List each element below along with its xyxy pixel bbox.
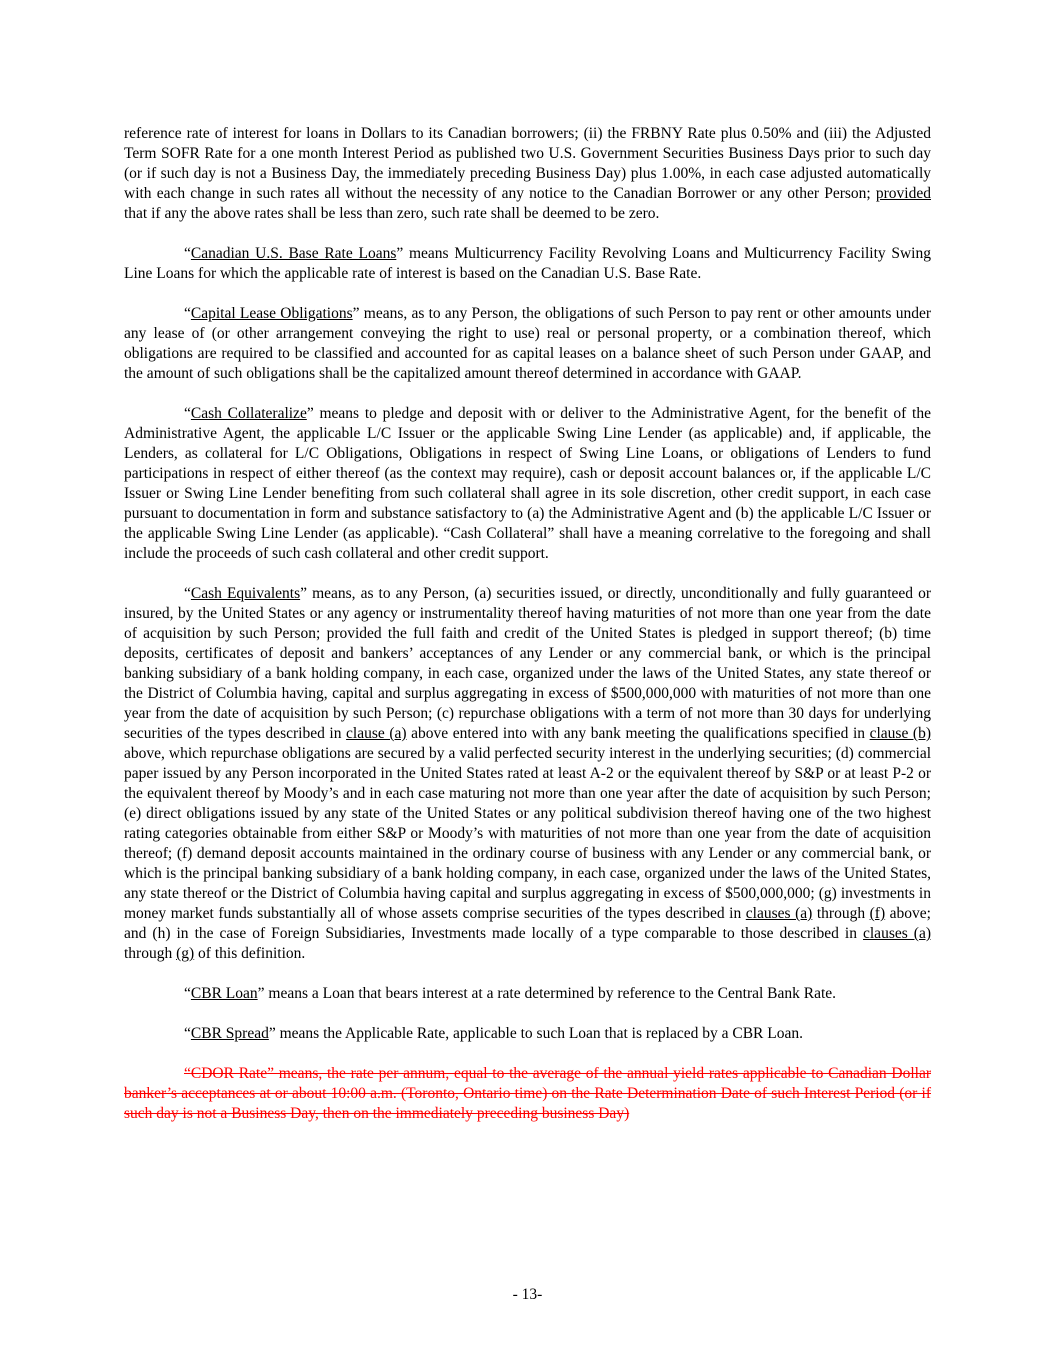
definition-text: means, as to any Person, the obligations of such Person to pay rent or other amounts under any lease of (or other arrangement conveying the right to use) real or personal property, or a combination thereof, which obligations are required to be classified and accounted for as capital leases on a balance sheet of such Person under GAAP, and the amount of such obligations shall be the capitalized amount thereof determined in accordance with GAAP. bbox=[124, 305, 931, 382]
defined-term: Capital Lease Obligations bbox=[190, 305, 353, 322]
definition-text: means, the rate per annum, equal to the average of the annual yield rates applicable to Canadian Dollar banker’s acceptances at or about 10:00 a.m. (Toronto, Ontario time) on the Rate Determination Date of such Interest Period (or if such day is not a Business Day, then on the immediately preceding business Day) bbox=[124, 1065, 931, 1122]
definition-cash-equivalents: “Cash Equivalents” means, as to any Person, (a) securities issued, or directly, unconditionally and fully guaranteed or insured, by the United States or any agency or instrumentality thereof having maturities of not more than one year from the date of acquisition by such Person; provided the full faith and credit of the United States is pledged in support thereof; (b) time deposits, certificates of deposit and bankers’ acceptances of any Lender or any commercial bank, or which is the principal banking subsidiary of a bank holding company, in each case, organized under the laws of the United States, any state thereof or the District of Columbia having, capital and surplus aggregating in excess of $500,000,000 with maturities of not more than one year from the date of acquisition by such Person; (c) repurchase obligations with a term of not more than 30 days for underlying securities of the types described in clause (a) above entered into with any bank meeting the qualifications specified in clause (b) above, which repurchase obligations are secured by a valid perfected security interest in the underlying securities; (d) commercial paper issued by any Person incorporated in the United States rated at least A-2 or the equivalent thereof by S&P or at least P-2 or the equivalent thereof by Moody’s and in each case maturing not more than one year after the date of acquisition by such Person; (e) direct obligations issued by any state of the United States or any political subdivision thereof having one of the two highest rating categories obtainable from either S&P or Moody’s with maturities of not more than one year from the date of acquisition thereof; (f) demand deposit accounts maintained in the ordinary course of business with any Lender or any commercial bank, or which is the principal banking subsidiary of a bank holding company, in each case, organized under the laws of the United States, any state thereof or the District of Columbia having capital and surplus aggregating in excess of $500,000,000; (g) investments in money market funds substantially all of whose assets comprise securities of the types described in clauses (a) through (f) above; and (h) in the case of Foreign Subsidiaries, Investments made locally of a type comparable to those described in clauses (a) through (g) of this definition. bbox=[124, 585, 931, 962]
deleted-definition-cdor-rate: “CDOR Rate” means, the rate per annum, equal to the average of the annual yield rates applicable to Canadian Dollar banker’s acceptances at or about 10:00 a.m. (Toronto, Ontario time) on the Rate Determination Date of such Interest Period (or if such day is not a Business Day, then on the immediately preceding business Day) bbox=[124, 1065, 931, 1122]
text: that if any the above rates shall be less than zero, such rate shall be deemed to be zero. bbox=[124, 205, 660, 222]
text: above, which repurchase obligations are secured by a valid perfected security interest in the underlying securities; (d) commercial paper issued by any Person incorporated in the United States rated at least A-2 or the equivalent thereof by S&P or at least P-2 or the equivalent thereof by Moody’s and in each case maturing not more than one year after the date of acquisition by such Person; (e) direct obligations issued by any state of the United States or any political subdivision thereof having one of the two highest rating categories obtainable from either S&P or Moody’s with maturities of not more than one year from the date of acquisition thereof; (f) demand deposit accounts maintained in the ordinary course of business with any Lender or any commercial bank, or which is the principal banking subsidiary of a bank holding company, in each case, organized under the laws of the United States, any state thereof or the District of Columbia having capital and surplus aggregating in excess of $500,000,000; (g) investments in money market funds substantially all of whose assets comprise securities of the types described in bbox=[124, 745, 931, 922]
text: through bbox=[812, 905, 870, 922]
defined-term: Cash Collateralize bbox=[190, 405, 307, 422]
clause-reference: clauses (a) bbox=[745, 905, 813, 922]
definition-canadian-us-base-rate-loans: “Canadian U.S. Base Rate Loans” means Multicurrency Facility Revolving Loans and Multicurrency Facility Swing Line Loans for which the applicable rate of interest is based on the Canadian U.S. Base Rate. bbox=[124, 245, 931, 282]
defined-term: Cash Equivalents bbox=[190, 585, 301, 602]
text: means, as to any Person, (a) securities issued, or directly, unconditionally and fully guaranteed or insured, by the United States or any agency or instrumentality thereof having maturities of not more than one year from the date of acquisition by such Person; provided the full faith and credit of the United States is pledged in support thereof; (b) time deposits, certificates of deposit and bankers’ acceptances of any Lender or any commercial bank, or which is the principal banking subsidiary of a bank holding company, in each case, organized under the laws of the United States, any state thereof or the District of Columbia having, capital and surplus aggregating in excess of $500,000,000 with maturities of not more than one year from the date of acquisition by such Person; (c) repurchase obligations with a term of not more than 30 days for underlying securities of the types described in bbox=[124, 585, 931, 742]
clause-reference: clauses (a) bbox=[863, 925, 931, 942]
definition-text: means the Applicable Rate, applicable to such Loan that is replaced by a CBR Loan. bbox=[275, 1025, 803, 1042]
text: reference rate of interest for loans in Dollars to its Canadian borrowers; (ii) the FRBNY Rate plus 0.50% and (iii) the Adjusted Term SOFR Rate for a one month Interest Period as published two U.S. Government Securities Business Days prior to such day (or if such day is not a Business Day, the immediately preceding Business Day) plus 1.00%, in each case adjusted automatically with each change in such rates all without the necessity of any notice to the Canadian Borrower or any other Person; bbox=[124, 125, 931, 202]
text: through bbox=[124, 945, 177, 962]
definition-capital-lease-obligations: “Capital Lease Obligations” means, as to any Person, the obligations of such Person to pay rent or other amounts under any lease of (or other arrangement conveying the right to use) real or personal property, or a combination thereof, which obligations are required to be classified and accounted for as capital leases on a balance sheet of such Person under GAAP, and the amount of such obligations shall be the capitalized amount thereof determined in accordance with GAAP. bbox=[124, 305, 931, 382]
page-number: - 13- bbox=[512, 1286, 543, 1303]
definition-cbr-spread: “CBR Spread” means the Applicable Rate, applicable to such Loan that is replaced by a CBR Loan. bbox=[184, 1025, 803, 1042]
definition-cbr-loan: “CBR Loan” means a Loan that bears interest at a rate determined by reference to the Central Bank Rate. bbox=[184, 985, 837, 1002]
text: above; and (h) in the case of Foreign Subsidiaries, Investments made locally of a type comparable to those described in bbox=[124, 905, 931, 942]
underlined-term: provided bbox=[875, 185, 931, 202]
definition-text: means Multicurrency Facility Revolving Loans and Multicurrency Facility Swing Line Loans for which the applicable rate of interest is based on the Canadian U.S. Base Rate. bbox=[124, 245, 931, 282]
document-page bbox=[124, 124, 931, 1144]
defined-term: Canadian U.S. Base Rate Loans bbox=[190, 245, 397, 262]
defined-term: CBR Loan bbox=[190, 985, 258, 1002]
defined-term: CBR Spread bbox=[190, 1025, 269, 1042]
definition-text: means a Loan that bears interest at a rate determined by reference to the Central Bank Rate. bbox=[264, 985, 837, 1002]
defined-term: CDOR Rate bbox=[190, 1065, 268, 1082]
text: of this definition. bbox=[194, 945, 306, 962]
clause-reference: clause (a) bbox=[346, 725, 407, 742]
definition-text: means to pledge and deposit with or deliver to the Administrative Agent, for the benefit of the Administrative Agent, the applicable L/C Issuer or the applicable Swing Line Lender (as applicable) and, if applicable, the Lenders, as collateral for L/C Obligations, Obligations in respect of Swing Line Loans, or obligations of Lenders to fund participations in respect of either thereof (as the context may require), cash or deposit account balances or, if the applicable L/C Issuer or Swing Line Lender benefiting from such collateral shall agree in its sole discretion, other credit support, in each case pursuant to documentation in form and substance satisfactory to (a) the Administrative Agent and (b) the applicable L/C Issuer or the applicable Swing Line Lender (as applicable). “Cash Collateral” shall have a meaning correlative to the foregoing and shall include the proceeds of such cash collateral and other credit support. bbox=[124, 405, 931, 562]
clause-reference: clause (b) bbox=[869, 725, 931, 742]
clause-reference: (g) bbox=[176, 945, 195, 962]
paragraph-base-rate-continuation bbox=[124, 124, 931, 224]
definition-cash-collateralize: “Cash Collateralize” means to pledge and deposit with or deliver to the Administrative Agent, for the benefit of the Administrative Agent, the applicable L/C Issuer or the applicable Swing Line Lender (as applicable) and, if applicable, the Lenders, as collateral for L/C Obligations, Obligations in respect of Swing Line Loans, or obligations of Lenders to fund participations in respect of either thereof (as the context may require), cash or deposit account balances or, if the applicable L/C Issuer or Swing Line Lender benefiting from such collateral shall agree in its sole discretion, other credit support, in each case pursuant to documentation in form and substance satisfactory to (a) the Administrative Agent and (b) the applicable L/C Issuer or the applicable Swing Line Lender (as applicable). “Cash Collateral” shall have a meaning correlative to the foregoing and shall include the proceeds of such cash collateral and other credit support. bbox=[124, 405, 931, 562]
clause-reference: (f) bbox=[869, 905, 886, 922]
text: above entered into with any bank meeting the qualifications specified in bbox=[406, 725, 870, 742]
